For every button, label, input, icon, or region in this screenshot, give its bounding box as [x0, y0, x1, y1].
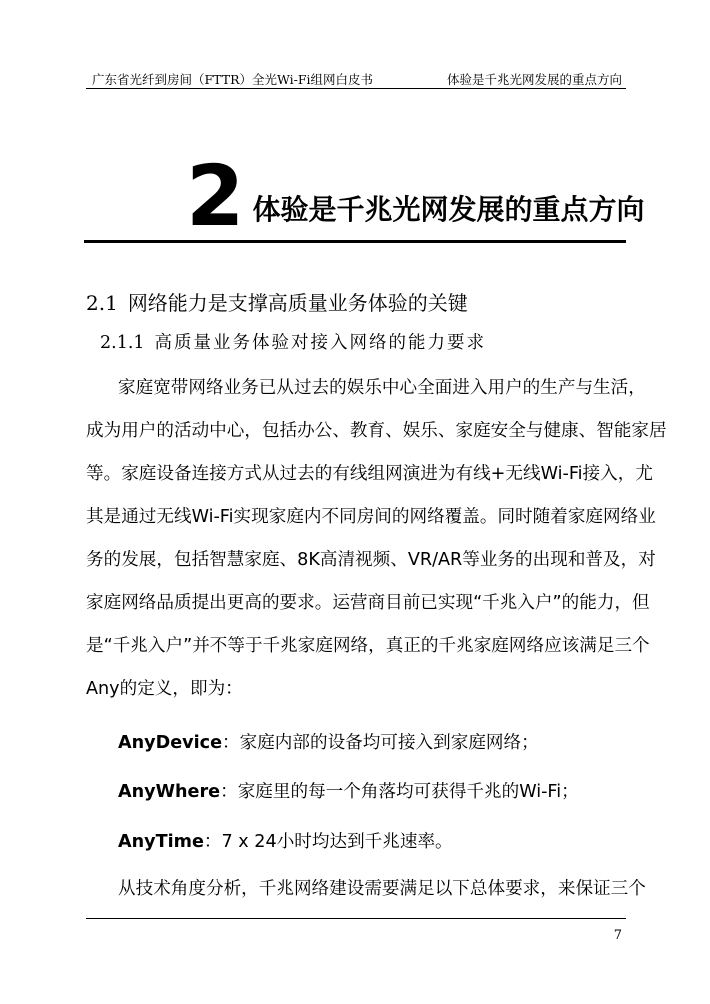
closing-paragraph: [86, 868, 646, 911]
any-time-term: AnyTime: [118, 832, 204, 852]
page-number: 7: [613, 928, 622, 943]
chapter-heading: [186, 147, 645, 245]
any-time-desc: ：7 x 24小时均达到千兆速率。: [203, 832, 453, 852]
section-heading: [86, 287, 468, 316]
header-left-title: 广东省光纤到房间（FTTR）全光Wi-Fi组网白皮书: [92, 72, 374, 87]
subsection-title: 高质量业务体验对接入网络的能力要求: [154, 333, 487, 353]
body-line: 务的发展，包括智慧家庭、8K高清视频、VR/AR等业务的出现和普及，对: [86, 550, 656, 570]
body-line: 成为用户的活动中心，包括办公、教育、娱乐、家庭安全与健康、智能家居: [86, 421, 667, 441]
body-line: 等。家庭设备连接方式从过去的有线组网演进为有线+无线Wi-Fi接入，尤: [86, 464, 653, 484]
chapter-rule: [84, 240, 626, 243]
any-where-term: AnyWhere: [118, 782, 221, 802]
chapter-number: 2: [186, 147, 245, 245]
body-line: Any的定义，即为：: [86, 679, 243, 699]
any-where-item: [118, 778, 579, 803]
closing-line: 从技术角度分析，千兆网络建设需要满足以下总体要求，来保证三个: [118, 879, 646, 899]
body-line: 是“千兆入户”并不等于千兆家庭网络，真正的千兆家庭网络应该满足三个: [86, 636, 650, 656]
any-device-term: AnyDevice: [118, 733, 223, 753]
body-line: 其是通过无线Wi-Fi实现家庭内不同房间的网络覆盖。同时随着家庭网络业: [86, 507, 656, 527]
any-device-item: [118, 729, 539, 754]
any-device-desc: ：家庭内部的设备均可接入到家庭网络；: [222, 733, 539, 753]
body-paragraph: [86, 367, 667, 711]
body-line: 家庭宽带网络业务已从过去的娱乐中心全面进入用户的生产与生活，: [118, 378, 646, 398]
subsection-heading: [100, 329, 486, 354]
footer-rule: [86, 918, 626, 919]
chapter-title: 体验是千兆光网发展的重点方向: [252, 193, 645, 226]
body-line: 家庭网络品质提出更高的要求。运营商目前已实现“千兆入户”的能力，但: [86, 593, 650, 613]
section-number: 2.1: [86, 291, 118, 315]
any-where-desc: ：家庭里的每一个角落均可获得千兆的Wi-Fi；: [220, 782, 579, 802]
header-rule: [86, 88, 626, 89]
section-title: 网络能力是支撑高质量业务体验的关键: [127, 291, 468, 315]
header-right-title: 体验是千兆光网发展的重点方向: [446, 72, 622, 87]
any-time-item: [118, 828, 453, 853]
subsection-number: 2.1.1: [100, 333, 145, 353]
